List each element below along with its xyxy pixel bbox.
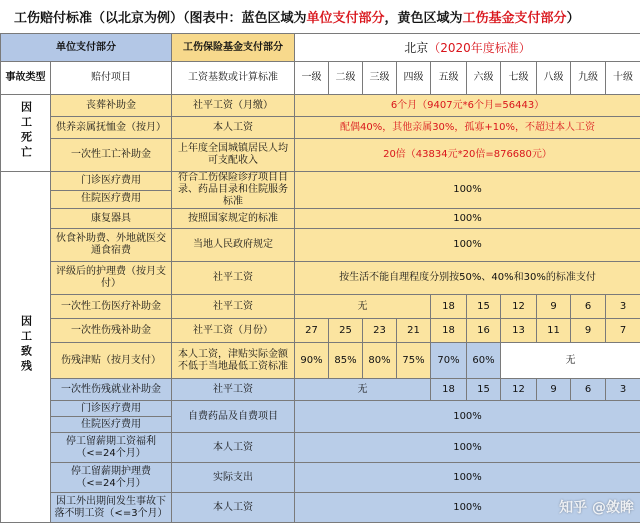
disab-lump-item: 一次性伤残补助金 bbox=[51, 319, 172, 343]
med-lump-g10: 3 bbox=[606, 295, 640, 319]
compensation-table bbox=[0, 33, 640, 523]
allowance-g3: 80% bbox=[363, 343, 397, 379]
nursing-base: 社平工资 bbox=[172, 262, 295, 295]
allowance-item: 伤残津贴（按月支付） bbox=[51, 343, 172, 379]
med-lump-g5: 18 bbox=[431, 295, 467, 319]
grade-4: 四级 bbox=[397, 62, 431, 95]
clinic-fee2-item: 门诊医疗费用 bbox=[51, 401, 172, 417]
group-death bbox=[1, 95, 51, 172]
title-fund-part: 工伤基金支付部分 bbox=[462, 11, 567, 26]
fund-pay-header: 工伤保险基金支付部分 bbox=[172, 34, 295, 62]
meal-item: 伙食补助费、外地就医交通食宿费 bbox=[51, 229, 172, 262]
med-lump-g9: 6 bbox=[571, 295, 606, 319]
stop-nursing-item: 停工留薪期护理费（<=24个月） bbox=[51, 463, 172, 493]
allowance-g5: 70% bbox=[431, 343, 467, 379]
employ-lump-g10: 3 bbox=[606, 379, 640, 401]
disab-lump-base: 社平工资（月份） bbox=[172, 319, 295, 343]
title-prefix: 工伤赔付标准（以北京为例）（图表中：蓝色区域为 bbox=[14, 11, 307, 26]
employ-lump-item: 一次性伤残就业补助金 bbox=[51, 379, 172, 401]
title-unit-part: 单位支付部分 bbox=[306, 11, 385, 26]
col-base: 工资基数或计算标准 bbox=[172, 62, 295, 95]
title-suffix: ） bbox=[566, 11, 580, 26]
watermark: 知乎 @敛眸 bbox=[559, 500, 634, 516]
disab-lump-g8: 11 bbox=[537, 319, 571, 343]
selfpay-value: 100% bbox=[295, 401, 640, 433]
disab-lump-g7: 13 bbox=[501, 319, 537, 343]
city-label: 北京 bbox=[404, 40, 429, 55]
medical-value: 100% bbox=[295, 172, 640, 209]
clinic-fee-item: 门诊医疗费用 bbox=[51, 172, 172, 191]
rehab-base: 按照国家规定的标准 bbox=[172, 209, 295, 229]
disab-lump-g5: 18 bbox=[431, 319, 467, 343]
medical-base: 符合工伤保险诊疗项目目录、药品目录和住院服务标准 bbox=[172, 172, 295, 209]
selfpay-base: 自费药品及自费项目 bbox=[172, 401, 295, 433]
group-death-label: 因工死亡 bbox=[19, 101, 33, 161]
hosp-fee2-item: 住院医疗费用 bbox=[51, 417, 172, 433]
allowance-g6: 60% bbox=[467, 343, 501, 379]
employ-lump-g5: 18 bbox=[431, 379, 467, 401]
allowance-g1: 90% bbox=[295, 343, 329, 379]
stop-welfare-value: 100% bbox=[295, 433, 640, 463]
stop-welfare-base: 本人工资 bbox=[172, 433, 295, 463]
hosp-fee-item: 住院医疗费用 bbox=[51, 190, 172, 209]
unit-pay-header: 单位支付部分 bbox=[1, 34, 172, 62]
disab-lump-g6: 16 bbox=[467, 319, 501, 343]
disab-lump-g2: 25 bbox=[329, 319, 363, 343]
missing-base: 本人工资 bbox=[172, 493, 295, 523]
grade-10: 十级 bbox=[606, 62, 640, 95]
employ-lump-g7: 12 bbox=[501, 379, 537, 401]
group-disability bbox=[1, 172, 51, 523]
allowance-g2: 85% bbox=[329, 343, 363, 379]
employ-lump-base: 社平工资 bbox=[172, 379, 295, 401]
med-lump-g6: 15 bbox=[467, 295, 501, 319]
year-note: （2020年度标准） bbox=[428, 40, 531, 55]
med-lump-base: 社平工资 bbox=[172, 295, 295, 319]
death-lump-base: 上年度全国城镇居民人均可支配收入 bbox=[172, 139, 295, 172]
stop-welfare-item: 停工留薪期工资福利（<=24个月） bbox=[51, 433, 172, 463]
title-mid: ，黄色区域为 bbox=[384, 11, 463, 26]
funeral-value: 6个月（9407元*6个月=56443） bbox=[295, 95, 640, 117]
grade-8: 八级 bbox=[537, 62, 571, 95]
page-title bbox=[0, 0, 640, 33]
med-lump-none: 无 bbox=[295, 295, 431, 319]
funeral-base: 社平工资（月缴） bbox=[172, 95, 295, 117]
city-header bbox=[295, 34, 640, 62]
employ-lump-g8: 9 bbox=[537, 379, 571, 401]
stop-nursing-base: 实际支出 bbox=[172, 463, 295, 493]
grade-5: 五级 bbox=[431, 62, 467, 95]
employ-lump-g6: 15 bbox=[467, 379, 501, 401]
funeral-item: 丧葬补助金 bbox=[51, 95, 172, 117]
missing-item: 因工外出期间发生事故下落不明工资（<=3个月） bbox=[51, 493, 172, 523]
dependent-item: 供养亲属抚恤金（按月） bbox=[51, 117, 172, 139]
disab-lump-g3: 23 bbox=[363, 319, 397, 343]
med-lump-item: 一次性工伤医疗补助金 bbox=[51, 295, 172, 319]
rehab-item: 康复器具 bbox=[51, 209, 172, 229]
death-lump-item: 一次性工亡补助金 bbox=[51, 139, 172, 172]
nursing-item: 评级后的护理费（按月支付） bbox=[51, 262, 172, 295]
employ-lump-none: 无 bbox=[295, 379, 431, 401]
allowance-none: 无 bbox=[501, 343, 640, 379]
group-disability-label: 因工致残 bbox=[19, 315, 33, 375]
disab-lump-g4: 21 bbox=[397, 319, 431, 343]
meal-base: 当地人民政府规定 bbox=[172, 229, 295, 262]
nursing-value: 按生活不能自理程度分别按50%、40%和30%的标准支付 bbox=[295, 262, 640, 295]
med-lump-g7: 12 bbox=[501, 295, 537, 319]
death-lump-value: 20倍（43834元*20倍=876680元） bbox=[295, 139, 640, 172]
dependent-base: 本人工资 bbox=[172, 117, 295, 139]
missing-value: 100% bbox=[295, 493, 640, 523]
grade-1: 一级 bbox=[295, 62, 329, 95]
dependent-value: 配偶40%，其他亲属30%，孤寡+10%，不超过本人工资 bbox=[295, 117, 640, 139]
grade-3: 三级 bbox=[363, 62, 397, 95]
grade-6: 六级 bbox=[467, 62, 501, 95]
meal-value: 100% bbox=[295, 229, 640, 262]
disab-lump-g1: 27 bbox=[295, 319, 329, 343]
employ-lump-g9: 6 bbox=[571, 379, 606, 401]
med-lump-g8: 9 bbox=[537, 295, 571, 319]
rehab-value: 100% bbox=[295, 209, 640, 229]
disab-lump-g9: 9 bbox=[571, 319, 606, 343]
col-item: 赔付项目 bbox=[51, 62, 172, 95]
col-type: 事故类型 bbox=[1, 62, 51, 95]
disab-lump-g10: 7 bbox=[606, 319, 640, 343]
stop-nursing-value: 100% bbox=[295, 463, 640, 493]
grade-2: 二级 bbox=[329, 62, 363, 95]
allowance-g4: 75% bbox=[397, 343, 431, 379]
allowance-base: 本人工资，津贴实际金额不低于当地最低工资标准 bbox=[172, 343, 295, 379]
grade-7: 七级 bbox=[501, 62, 537, 95]
grade-9: 九级 bbox=[571, 62, 606, 95]
